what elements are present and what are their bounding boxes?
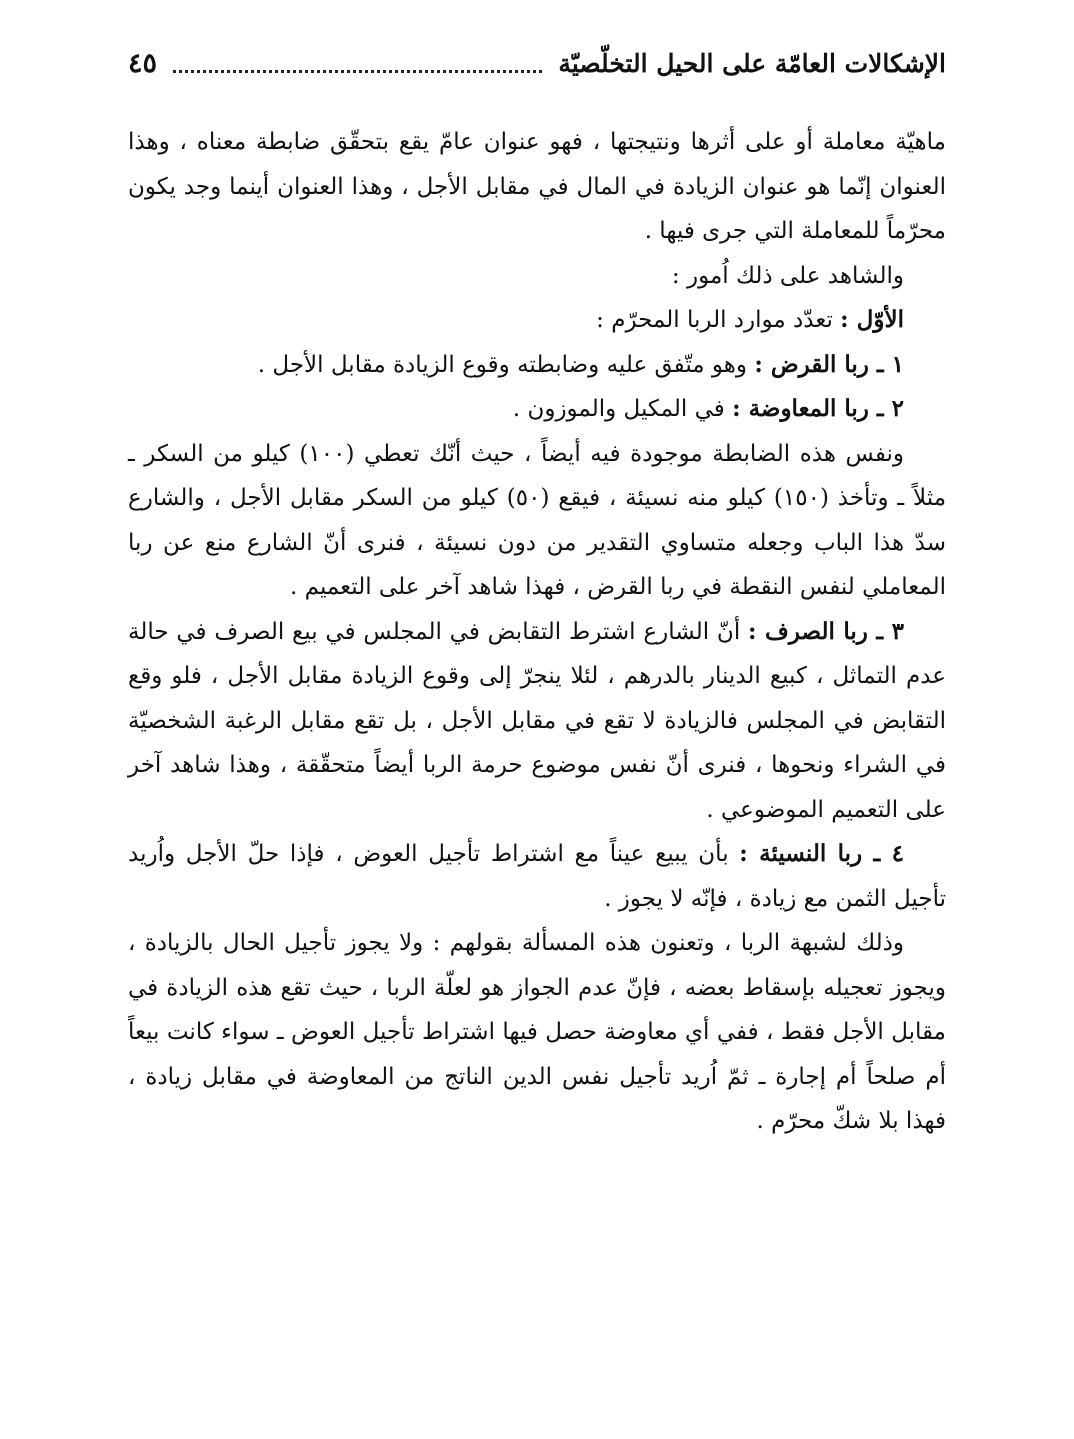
- paragraph-2: والشاهد على ذلك اُمور :: [671, 262, 904, 289]
- running-header: [128, 38, 946, 88]
- paragraph-1: ماهيّة معاملة أو على أثرها ونتيجتها ، فهو عنوان عامّ يقع بتحقّق ضابطة معناه ، وهذا العنوان إنّما هو عنوان الزيادة في المال في مقابل الأجل ، وهذا العنوان أينما وجد يكون محرّماً للمعاملة التي جرى فيها .: [128, 129, 946, 244]
- page-number: ٤٥: [128, 47, 158, 79]
- paragraph-3: الأوّل : تعدّد موارد الربا المحرّم :: [596, 306, 904, 333]
- paragraph-7: ٣ ـ ربا الصرف : أنّ الشارع اشترط التقابض في المجلس في بيع الصرف في حالة عدم التماثل ، كبيع الدينار بالدرهم ، لئلا ينجرّ إلى وقوع الزيادة مقابل الأجل ، فلو وقع التقابض في المجلس فالزيادة لا تقع في مقابل الأجل ، بل تقع مقابل الرغبة الشخصيّة في الشراء ونحوها ، فنرى أنّ نفس موضوع حرمة الربا أيضاً متحقّقة ، وهذا شاهد آخر على التعميم الموضوعي .: [128, 617, 946, 823]
- header-dot-leader: [173, 70, 542, 73]
- paragraph-label: ٢ ـ ربا المعاوضة :: [732, 395, 904, 422]
- paragraph-8: ٤ ـ ربا النسيئة : بأن يبيع عيناً مع اشتراط تأجيل العوض ، فإذا حلّ الأجل واُريد تأجيل الثمن مع زيادة ، فإنّه لا يجوز .: [128, 840, 946, 912]
- paragraph-label: الأوّل :: [840, 306, 904, 333]
- paragraph-label: ٤ ـ ربا النسيئة :: [739, 840, 904, 867]
- paragraph-9: وذلك لشبهة الربا ، وتعنون هذه المسألة بقولهم : ولا يجوز تأجيل الحال بالزيادة ، ويجوز تعجيله بإسقاط بعضه ، فإنّ عدم الجواز هو لعلّة الربا ، حيث تقع هذه الزيادة في مقابل الأجل فقط ، ففي أي معاوضة حصل فيها اشتراط تأجيل العوض ـ سواء كانت بيعاً أم صلحاً أم إجارة ـ ثمّ اُريد تأجيل نفس الدين الناتج من المعاوضة في مقابل زيادة ، فهذا بلا شكّ محرّم .: [128, 930, 946, 1134]
- paragraph-6: ونفس هذه الضابطة موجودة فيه أيضاً ، حيث أنّك تعطي (١٠٠) كيلو من السكر ـ مثلاً ـ وتأخذ (١٥٠) كيلو منه نسيئة ، فيقع (٥٠) كيلو من السكر مقابل الأجل ، والشارع سدّ هذا الباب وجعله متساوي التقدير من دون نسيئة ، فنرى أنّ الشارع منع عن ربا المعاملي لنفس النقطة في ربا القرض ، فهذا شاهد آخر على التعميم .: [128, 440, 947, 600]
- paragraph-4: ١ ـ ربا القرض : وهو متّفق عليه وضابطته وقوع الزيادة مقابل الأجل .: [257, 350, 904, 378]
- paragraph-label: ١ ـ ربا القرض :: [754, 350, 904, 378]
- paragraph-5: ٢ ـ ربا المعاوضة : في المكيل والموزون .: [512, 395, 904, 422]
- paragraph-label: ٣ ـ ربا الصرف :: [748, 617, 904, 645]
- body-text: [128, 120, 946, 1144]
- header-title: الإشكالات العامّة على الحيل التخلّصيّة: [558, 48, 946, 78]
